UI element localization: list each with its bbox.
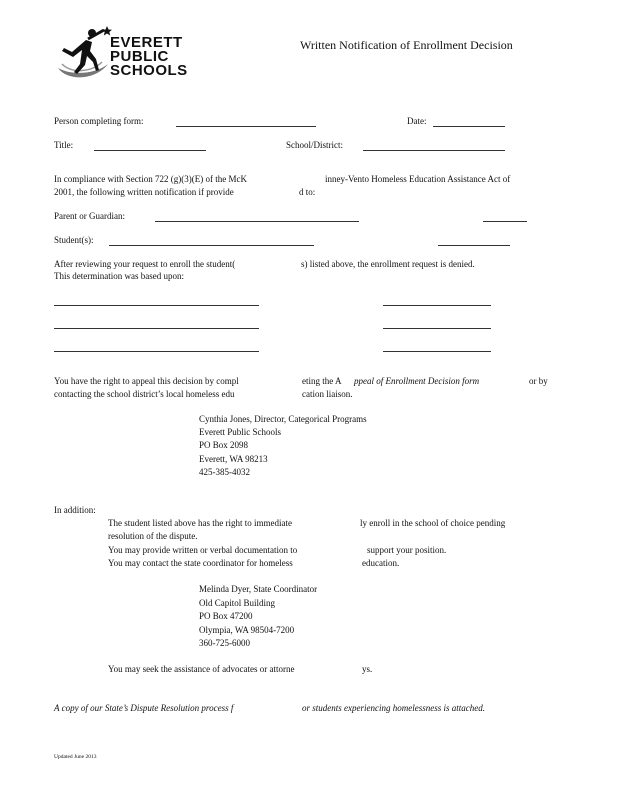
review-text-1a: After reviewing your request to enroll the student( — [54, 259, 236, 269]
parent-guardian-label: Parent or Guardian: — [54, 211, 125, 221]
coordinator-building: Old Capitol Building — [199, 598, 276, 608]
appeal-text-1d: or by — [529, 376, 548, 386]
addition-item-1b: ly enroll in the school of choice pending — [360, 518, 506, 528]
dispute-copy-text-b: or students experiencing homelessness is attached. — [302, 703, 485, 713]
title-field[interactable] — [94, 142, 206, 151]
addition-item-3b: education. — [362, 558, 400, 568]
appeal-text-2a: contacting the school district’s local homeless edu — [54, 389, 235, 399]
students-extra-field[interactable] — [438, 237, 510, 246]
compliance-text-1a: In compliance with Section 722 (g)(3)(E) of the McK — [54, 174, 247, 184]
person-completing-label: Person completing form: — [54, 116, 144, 126]
parent-guardian-extra-field[interactable] — [483, 213, 527, 222]
appeal-text-2b: cation liaison. — [302, 389, 353, 399]
determination-line-3b[interactable] — [383, 343, 491, 352]
review-text-1b: s) listed above, the enrollment request is denied. — [301, 259, 475, 269]
determination-line-1b[interactable] — [383, 297, 491, 306]
addition-item-4b: ys. — [362, 664, 373, 674]
addition-item-4a: You may seek the assistance of advocates or attorne — [108, 664, 295, 674]
bullet-icon — [91, 558, 98, 568]
determination-line-2b[interactable] — [383, 320, 491, 329]
date-label: Date: — [407, 116, 427, 126]
addition-item-2b: support your position. — [367, 545, 447, 555]
students-field[interactable] — [109, 237, 314, 246]
parent-guardian-field[interactable] — [155, 213, 359, 222]
school-district-field[interactable] — [363, 142, 505, 151]
logo-text-everett: EVERETT — [110, 34, 183, 51]
addition-item-1c: resolution of the dispute. — [108, 531, 198, 541]
logo-text-public: PUBLIC — [110, 48, 169, 65]
appeal-text-1a: You have the right to appeal this decision by compl — [54, 376, 239, 386]
title-label: Title: — [54, 140, 74, 150]
logo-text-schools: SCHOOLS — [110, 62, 188, 79]
school-district-label: School/District: — [286, 140, 343, 150]
determination-line-2[interactable] — [54, 320, 259, 329]
addition-item-3a: You may contact the state coordinator for homeless — [108, 558, 293, 568]
coordinator-city: Olympia, WA 98504-7200 — [199, 625, 295, 635]
liaison-city: Everett, WA 98213 — [199, 454, 268, 464]
bullet-icon — [91, 545, 98, 555]
bullet-icon — [91, 664, 98, 674]
bullet-icon — [91, 518, 98, 528]
liaison-org: Everett Public Schools — [199, 427, 281, 437]
date-field[interactable] — [433, 118, 505, 127]
dispute-copy-text-a: A copy of our State’s Dispute Resolution process f — [54, 703, 234, 713]
in-addition-heading: In addition: — [54, 505, 96, 515]
review-text-2: This determination was based upon: — [54, 271, 184, 281]
compliance-text-1b: inney-Vento Homeless Education Assistance Act of — [325, 174, 511, 184]
appeal-text-1b: eting the A — [302, 376, 342, 386]
coordinator-name: Melinda Dyer, State Coordinator — [199, 584, 318, 594]
everett-logo-icon — [52, 24, 112, 82]
compliance-text-2b: d to: — [299, 187, 316, 197]
appeal-form-name: ppeal of Enrollment Decision form — [354, 376, 480, 386]
students-label: Student(s): — [54, 235, 94, 245]
determination-line-1[interactable] — [54, 297, 259, 306]
compliance-text-2a: 2001, the following written notification if provide — [54, 187, 234, 197]
liaison-name: Cynthia Jones, Director, Categorical Programs — [199, 414, 367, 424]
liaison-phone: 425-385-4032 — [199, 467, 250, 477]
coordinator-po-box: PO Box 47200 — [199, 611, 253, 621]
addition-item-2a: You may provide written or verbal documentation to — [108, 545, 298, 555]
page-title: Written Notification of Enrollment Decision — [300, 38, 513, 52]
determination-line-3[interactable] — [54, 343, 259, 352]
liaison-po-box: PO Box 2098 — [199, 440, 249, 450]
updated-date: Updated June 2013 — [54, 754, 97, 760]
coordinator-phone: 360-725-6000 — [199, 638, 250, 648]
person-completing-field[interactable] — [176, 118, 316, 127]
addition-item-1a: The student listed above has the right to immediate — [108, 518, 292, 528]
